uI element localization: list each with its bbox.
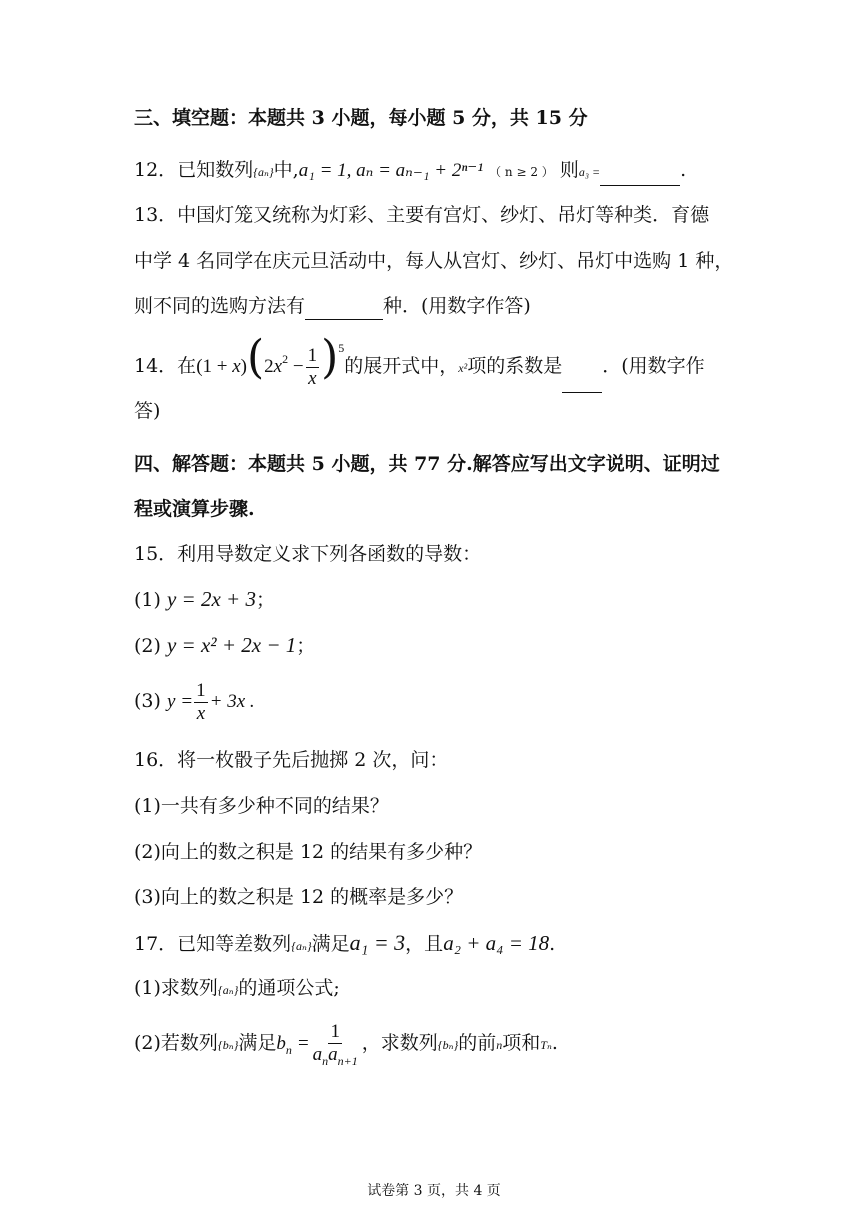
q14-text-3: 项的系数是 — [467, 355, 563, 377]
q17-stem — [134, 929, 555, 960]
q12-text-3: 则 — [559, 159, 579, 181]
q17-text-4: . — [549, 933, 556, 955]
q12-answer-blank[interactable] — [600, 163, 680, 186]
q12-number: 12． — [134, 159, 178, 181]
q13-text-b: 种．(用数字作答) — [383, 295, 531, 317]
q17-p2-eq: = — [297, 1033, 309, 1054]
q12-n-range: （ n ≥ 2 ） — [489, 165, 554, 179]
q12-condition: a₁ = 1, aₙ = aₙ₋₁ + 2ⁿ⁻¹ — [298, 160, 484, 181]
q14-text-2: 的展开式中， — [344, 355, 459, 377]
q12-ask: a₃ = — [578, 165, 601, 179]
q17-part-2 — [134, 1017, 558, 1069]
q14-answer-blank[interactable] — [562, 362, 602, 393]
q14-factor-1: (1 + x) — [196, 356, 247, 377]
section-4-heading-line-2: 程或演算步骤. — [134, 498, 255, 520]
q17-p2-text-b: 满足 — [238, 1032, 277, 1054]
q17-p2-text-a: (2)若数列 — [134, 1032, 218, 1054]
q13-line-1: 13．中国灯笼又统称为灯彩、主要有宫灯、纱灯、吊灯等种类．育德 — [134, 204, 710, 226]
q17-p1-text-a: (1)求数列 — [134, 977, 218, 999]
q17-text-3: ，且 — [405, 933, 444, 955]
q15-p1-label: (1) — [134, 589, 161, 611]
question-12 — [134, 156, 686, 186]
q17-p1-text-b: 的通项公式; — [238, 977, 340, 999]
q16-part-2: (2)向上的数之积是 12 的结果有多少种？ — [134, 841, 483, 863]
section-3-heading: 三、填空题：本题共 3 小题，每小题 5 分，共 15 分 — [134, 107, 588, 129]
q15-p3-eq: = — [181, 691, 193, 712]
q15-part-1 — [134, 585, 275, 614]
q15-p1-expr: y = 2x + 3 — [166, 587, 256, 611]
q14-fraction: $\frac{1}{x}$ — [307, 344, 318, 389]
q17-cond-1: a₁ = 3 — [349, 930, 406, 955]
q17-part-1 — [134, 974, 340, 1004]
q17-p2-text-d: 的前 — [458, 1032, 497, 1054]
q16-stem: 16．将一枚骰子先后抛掷 2 次，问： — [134, 749, 449, 771]
page-footer: 试卷第 3 页，共 4 页 — [367, 1183, 501, 1199]
q13-answer-blank[interactable] — [305, 297, 383, 320]
q17-p2-seq-2: {bₙ} — [437, 1038, 459, 1052]
q16-part-3: (3)向上的数之积是 12 的概率是多少？ — [134, 886, 464, 908]
q12-text-2: 中, — [273, 159, 299, 181]
q14-line-2: 答) — [134, 400, 161, 422]
q16-part-1: (1)一共有多少种不同的结果？ — [134, 795, 389, 817]
q17-p2-text-f: . — [551, 1032, 558, 1054]
q17-seq: {aₙ} — [291, 939, 312, 953]
q15-stem: 15．利用导数定义求下列各函数的导数： — [134, 543, 482, 565]
q15-p3-y: y — [166, 691, 176, 712]
q14-left-paren: ( — [247, 330, 265, 385]
q15-p1-end: ； — [255, 589, 275, 611]
q15-p3-fraction: $\frac{1}{x}$ — [196, 679, 206, 724]
q17-cond-2: a₂ + a₄ = 18 — [443, 931, 550, 955]
q15-p2-expr: y = x² + 2x − 1 — [166, 633, 297, 657]
q14-exponent: 5 — [338, 341, 345, 355]
q12-end: . — [680, 159, 687, 181]
q17-p2-Tn: Tₙ — [540, 1038, 552, 1052]
q12-seq: {aₙ} — [253, 165, 274, 179]
q17-p2-fraction: $\frac{1}{a_na_{n+1}}$ — [312, 1021, 358, 1068]
q15-p3-rest: + 3x . — [209, 691, 255, 712]
q17-p1-seq: {aₙ} — [217, 983, 239, 997]
q15-part-2 — [134, 631, 315, 660]
q17-p2-n: n — [496, 1038, 503, 1052]
q13-line-2: 中学 4 名同学在庆元旦活动中，每人从宫灯、纱灯、吊灯中选购 1 种， — [134, 250, 734, 272]
q14-term-2x2: $2x^2$ − — [264, 352, 304, 377]
q17-p2-text-c: ，求数列 — [361, 1032, 438, 1054]
q17-text-1: 17．已知等差数列 — [134, 933, 292, 955]
q14-right-paren: ) — [321, 330, 339, 385]
q17-text-2: 满足 — [311, 933, 350, 955]
q14-text-4: ．(用数字作 — [602, 355, 705, 377]
q13-text-a: 则不同的选购方法有 — [134, 295, 306, 317]
q15-p2-end: ； — [296, 635, 316, 657]
q12-text-1: 已知数列 — [177, 159, 254, 181]
q15-p2-label: (2) — [134, 635, 161, 657]
q13-line-3 — [134, 292, 531, 320]
q14-term: x² — [458, 361, 468, 375]
q15-p3-label: (3) — [134, 690, 161, 712]
q15-part-3 — [134, 676, 255, 726]
q14-number: 14．在 — [134, 355, 197, 377]
question-14 — [134, 330, 705, 389]
section-4-heading-line-1: 四、解答题：本题共 5 小题，共 77 分.解答应写出文字说明、证明过 — [134, 453, 720, 475]
q17-p2-text-e: 项和 — [502, 1032, 541, 1054]
q17-p2-bn: $b_n$ — [276, 1033, 292, 1057]
q17-p2-seq: {bₙ} — [217, 1038, 239, 1052]
